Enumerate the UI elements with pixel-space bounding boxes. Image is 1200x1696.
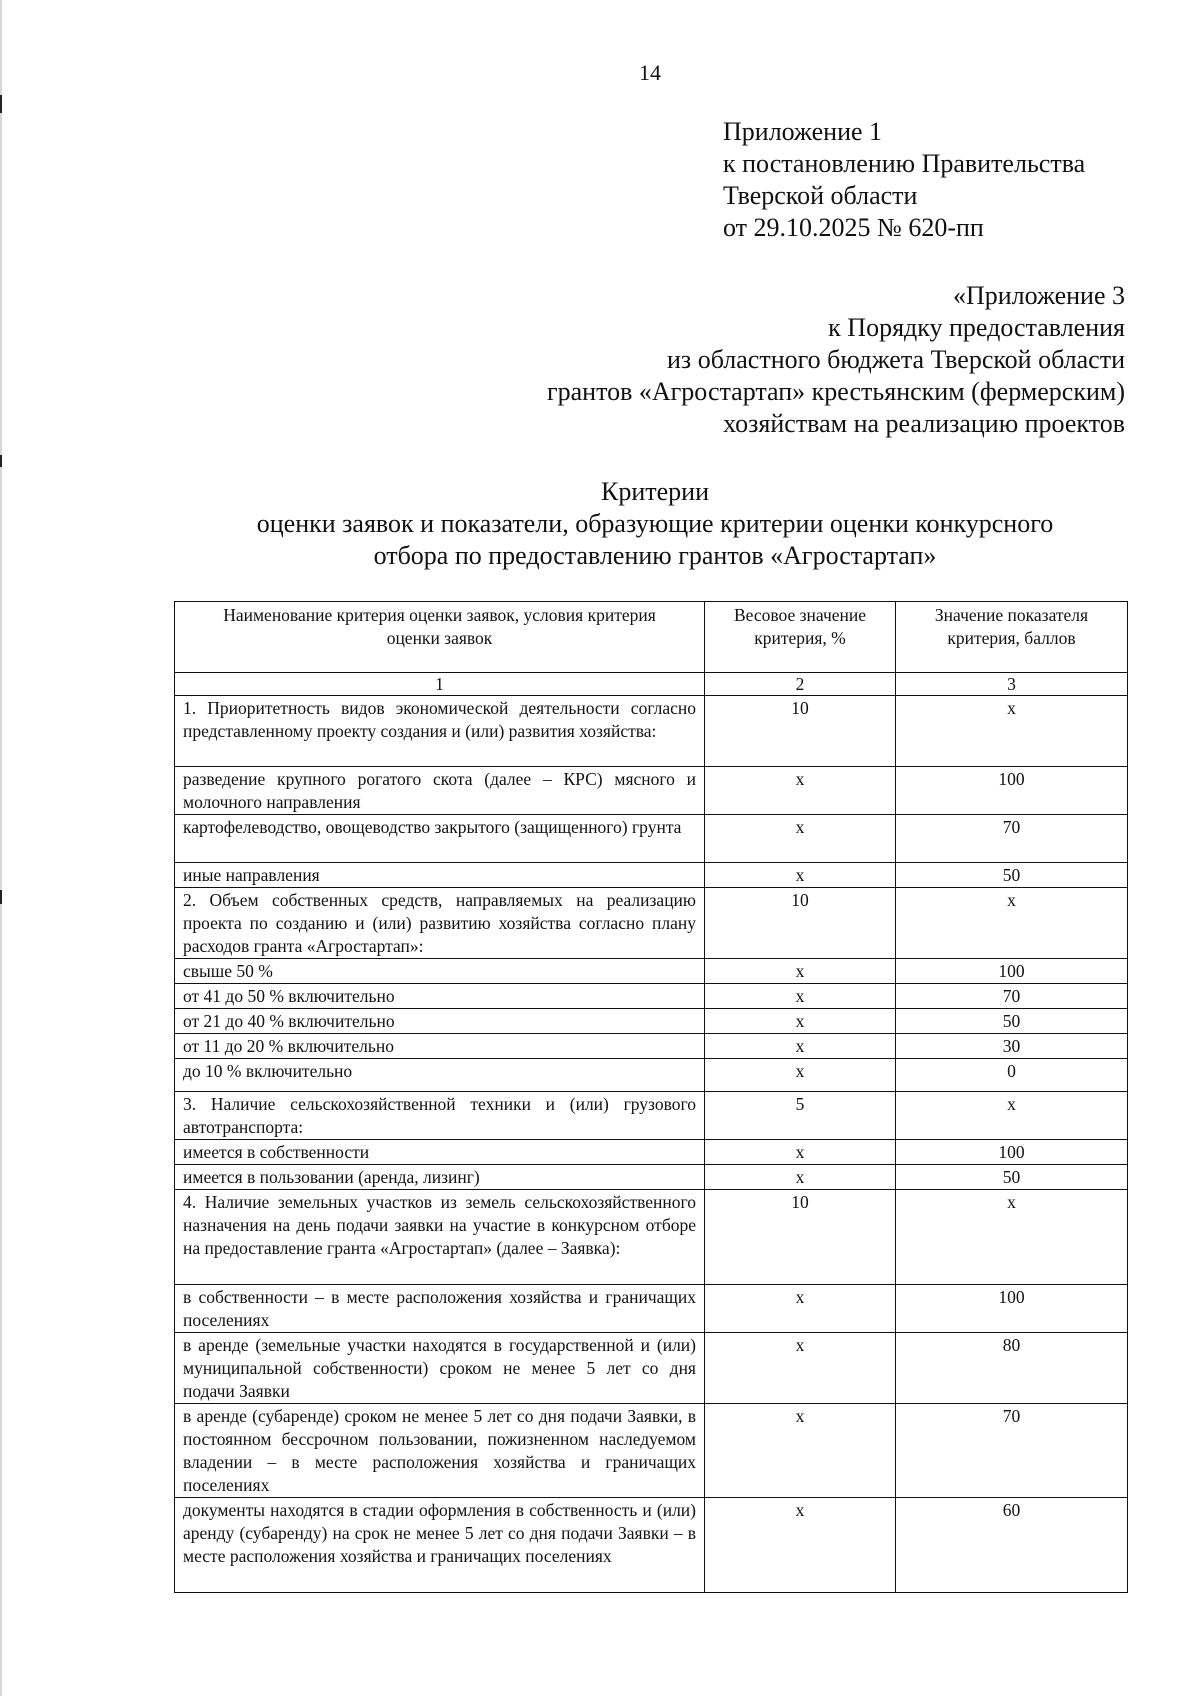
- criterion-cell: иные направления: [175, 863, 705, 888]
- order-attachment-line: из областного бюджета Тверской области: [667, 345, 1125, 374]
- order-attachment-line: хозяйствам на реализацию проектов: [723, 409, 1125, 438]
- table-row: [175, 1285, 1128, 1333]
- table-row: [175, 1092, 1128, 1140]
- table-row: [175, 1034, 1128, 1059]
- weight-cell: 5: [705, 1092, 896, 1140]
- points-cell: 50: [896, 1009, 1128, 1034]
- order-attachment-line: грантов «Агростартап» крестьянским (фермерским): [546, 377, 1125, 406]
- criteria-table: [174, 601, 1128, 1593]
- points-cell: 70: [896, 815, 1128, 863]
- points-cell: 100: [896, 1140, 1128, 1165]
- table-row: [175, 1009, 1128, 1034]
- table-row: [175, 863, 1128, 888]
- points-cell: 100: [896, 767, 1128, 815]
- table-header-row: [175, 602, 1128, 673]
- criterion-cell: от 21 до 40 % включительно: [175, 1009, 705, 1034]
- criterion-cell: картофелеводство, овощеводство закрытого (защищенного) грунта: [175, 815, 705, 863]
- criterion-cell: 2. Объем собственных средств, направляемых на реализацию проекта по созданию и (или) развитию хозяйства согласно плану расходов гранта «Агростартап»:: [175, 888, 705, 959]
- points-cell: 100: [896, 959, 1128, 984]
- points-cell: 60: [896, 1498, 1128, 1593]
- table-row: [175, 767, 1128, 815]
- criterion-cell: от 41 до 50 % включительно: [175, 984, 705, 1009]
- table-row: [175, 1059, 1128, 1092]
- order-attachment-block: [547, 280, 1125, 440]
- table-row: [175, 959, 1128, 984]
- points-cell: х: [896, 1190, 1128, 1285]
- points-cell: 50: [896, 863, 1128, 888]
- weight-cell: х: [705, 1498, 896, 1593]
- points-cell: х: [896, 696, 1128, 767]
- scan-mark: [0, 890, 2, 904]
- points-cell: 50: [896, 1165, 1128, 1190]
- table-row: [175, 1333, 1128, 1404]
- attachment-block: [723, 116, 1085, 244]
- points-cell: 100: [896, 1285, 1128, 1333]
- attachment-line: Приложение 1: [723, 117, 883, 146]
- page-number: 14: [639, 60, 661, 85]
- criterion-cell: от 11 до 20 % включительно: [175, 1034, 705, 1059]
- criterion-cell: имеется в пользовании (аренда, лизинг): [175, 1165, 705, 1190]
- header-criterion: Наименование критерия оценки заявок, условия критерия оценки заявок: [175, 602, 705, 673]
- attachment-line: Тверской области: [723, 181, 918, 210]
- column-number: 3: [896, 673, 1128, 696]
- title-heading: Критерии: [601, 477, 709, 506]
- column-number: 2: [705, 673, 896, 696]
- criterion-cell: разведение крупного рогатого скота (далее – КРС) мясного и молочного направления: [175, 767, 705, 815]
- points-cell: 70: [896, 1404, 1128, 1498]
- title-line: отбора по предоставлению грантов «Агростартап»: [373, 541, 937, 570]
- scan-edge: [0, 0, 2, 1696]
- weight-cell: х: [705, 863, 896, 888]
- weight-cell: х: [705, 1140, 896, 1165]
- weight-cell: х: [705, 1009, 896, 1034]
- order-attachment-line: «Приложение 3: [952, 281, 1125, 310]
- column-number: 1: [175, 673, 705, 696]
- header-points: Значение показателя критерия, баллов: [896, 602, 1128, 673]
- weight-cell: х: [705, 1034, 896, 1059]
- criterion-cell: имеется в собственности: [175, 1140, 705, 1165]
- criterion-cell: в собственности – в месте расположения хозяйства и граничащих поселениях: [175, 1285, 705, 1333]
- table-row: [175, 1190, 1128, 1285]
- weight-cell: х: [705, 815, 896, 863]
- weight-cell: х: [705, 1059, 896, 1092]
- table-row: [175, 1165, 1128, 1190]
- criterion-cell: до 10 % включительно: [175, 1059, 705, 1092]
- points-cell: х: [896, 1092, 1128, 1140]
- points-cell: 80: [896, 1333, 1128, 1404]
- scan-mark: [0, 455, 2, 467]
- attachment-line: к постановлению Правительства: [723, 149, 1086, 178]
- weight-cell: х: [705, 1285, 896, 1333]
- criterion-cell: в аренде (земельные участки находятся в государственной и (или) муниципальной собственности) сроком не менее 5 лет со дня подачи Заявки: [175, 1333, 705, 1404]
- criterion-cell: документы находятся в стадии оформления в собственность и (или) аренду (субаренду) на срок не менее 5 лет со дня подачи Заявки – в месте расположения хозяйства и граничащих поселениях: [175, 1498, 705, 1593]
- table-row: [175, 1404, 1128, 1498]
- weight-cell: х: [705, 959, 896, 984]
- weight-cell: х: [705, 767, 896, 815]
- weight-cell: х: [705, 1333, 896, 1404]
- weight-cell: 10: [705, 1190, 896, 1285]
- criterion-cell: 4. Наличие земельных участков из земель сельскохозяйственного назначения на день подачи заявки на участие в конкурсном отборе на предоставление гранта «Агростартап» (далее – Заявка):: [175, 1190, 705, 1285]
- table-row: [175, 1140, 1128, 1165]
- weight-cell: 10: [705, 888, 896, 959]
- document-title: [175, 476, 1135, 572]
- scan-mark: [0, 95, 2, 113]
- criterion-cell: свыше 50 %: [175, 959, 705, 984]
- criterion-cell: 1. Приоритетность видов экономической деятельности согласно представленному проекту создания и (или) развития хозяйства:: [175, 696, 705, 767]
- table-row: [175, 1498, 1128, 1593]
- table-row: [175, 696, 1128, 767]
- weight-cell: х: [705, 1404, 896, 1498]
- weight-cell: х: [705, 984, 896, 1009]
- table-row: [175, 888, 1128, 959]
- title-line: оценки заявок и показатели, образующие критерии оценки конкурсного: [256, 509, 1054, 538]
- column-number-row: [175, 673, 1128, 696]
- points-cell: 30: [896, 1034, 1128, 1059]
- criterion-cell: в аренде (субаренде) сроком не менее 5 лет со дня подачи Заявки, в постоянном бессрочном пользовании, пожизненном наследуемом владении – в месте расположения хозяйства и граничащих поселениях: [175, 1404, 705, 1498]
- points-cell: х: [896, 888, 1128, 959]
- points-cell: 0: [896, 1059, 1128, 1092]
- table-row: [175, 815, 1128, 863]
- weight-cell: 10: [705, 696, 896, 767]
- points-cell: 70: [896, 984, 1128, 1009]
- table-row: [175, 984, 1128, 1009]
- order-attachment-line: к Порядку предоставления: [828, 313, 1125, 342]
- criterion-cell: 3. Наличие сельскохозяйственной техники и (или) грузового автотранспорта:: [175, 1092, 705, 1140]
- header-weight: Весовое значение критерия, %: [705, 602, 896, 673]
- attachment-line: от 29.10.2025 № 620-пп: [723, 213, 984, 242]
- weight-cell: х: [705, 1165, 896, 1190]
